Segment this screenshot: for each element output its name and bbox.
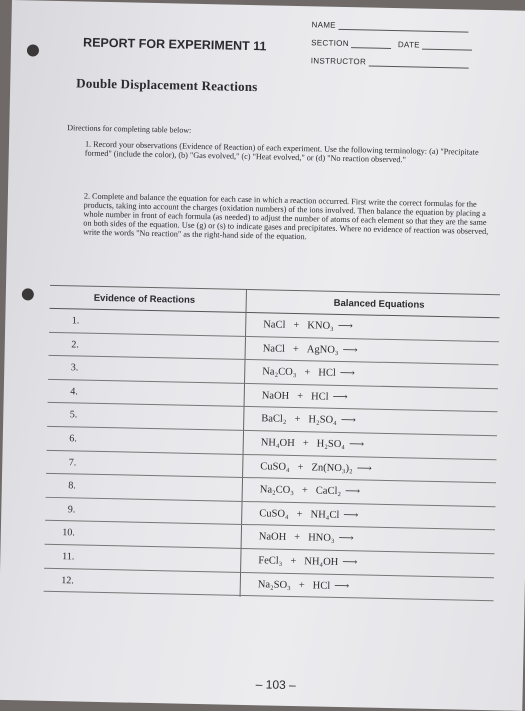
instructor-label: INSTRUCTOR (310, 56, 367, 67)
reaction-arrow: ⟶ (338, 533, 354, 545)
reactant-1: CuSO₄ (259, 508, 289, 520)
plus-sign: + (294, 414, 301, 426)
equation (258, 554, 357, 568)
reaction-arrow: ⟶ (339, 368, 356, 380)
reactant-1: CuSO₄ (260, 460, 290, 473)
name-field (311, 20, 468, 32)
plus-sign: + (296, 508, 303, 520)
reactant-1: Na₂SO₃ (257, 578, 291, 591)
plus-sign: + (292, 343, 299, 355)
equation (263, 342, 358, 356)
equation (262, 389, 348, 403)
plus-sign: + (297, 461, 304, 473)
date-line (422, 49, 472, 51)
reaction-arrow: ⟶ (342, 556, 358, 569)
reaction-arrow: ⟶ (340, 415, 356, 427)
reactant-2: HCl (318, 367, 336, 380)
reaction-arrow: ⟶ (343, 509, 359, 522)
row-number: 9. (67, 504, 76, 516)
evidence-column-header: Evidence of Reactions (93, 292, 196, 306)
reactant-2: H₂SO₄ (316, 438, 346, 451)
direction-item-2: 2. Complete and balance the equation for each case in which a reaction occurred. First write the correct formulas for the products, taking into account the charges (oxidation numbers) of the ions involved. Then balance the equation by placing a whole number in front of each formula (as needed) to adjust the number of atoms of each element so that they are the same on both sides of the equation. Use (g) or (s) to indicate gases and precipitates. Where no evidence of reaction was observed, write the words "No reaction" as the right-hand side of the equation. (83, 191, 489, 242)
instructor-line (369, 65, 469, 68)
row-number: 11. (62, 551, 75, 563)
table-body (44, 309, 500, 601)
plus-sign: + (298, 579, 305, 591)
row-number: 3. (70, 362, 79, 374)
plus-sign: + (304, 367, 311, 379)
equation (258, 578, 350, 592)
row-number: 8. (68, 480, 76, 492)
reaction-arrow: ⟶ (334, 580, 350, 592)
equation (259, 531, 354, 545)
report-title: REPORT FOR EXPERIMENT 11 (82, 35, 267, 54)
reaction-arrow: ⟶ (344, 486, 361, 498)
row-number: 1. (71, 315, 80, 327)
reactant-1: Na₂CO₃ (259, 484, 295, 497)
reaction-arrow: ⟶ (337, 320, 353, 333)
equations-column-header: Balanced Equations (333, 297, 425, 311)
equation (262, 366, 355, 380)
section-label: SECTION (311, 38, 349, 49)
reactant-2: HCl (312, 579, 331, 592)
plus-sign: + (294, 532, 301, 544)
row-number: 6. (69, 433, 77, 445)
section-field (311, 38, 472, 50)
reactant-1: NaOH (258, 531, 287, 544)
reactant-2: Zn(NO₃)₂ (311, 461, 353, 474)
plus-sign: + (293, 319, 300, 332)
page-number: – 103 – (255, 677, 296, 693)
plus-sign: + (297, 390, 304, 402)
name-label: NAME (311, 20, 336, 30)
row-number: 10. (62, 527, 75, 539)
plus-sign: + (290, 555, 297, 568)
plus-sign: + (302, 438, 309, 450)
reactant-1: NaCl (262, 342, 286, 355)
reaction-arrow: ⟶ (342, 344, 358, 356)
reactant-1: BaCl₂ (261, 413, 287, 426)
binder-hole (27, 44, 39, 56)
reactant-2: AgNO₃ (306, 343, 339, 356)
row-number: 7. (68, 456, 77, 469)
equation (260, 483, 361, 497)
row-number: 2. (71, 338, 79, 351)
reactant-2: KNO₃ (307, 320, 334, 332)
equation (263, 318, 353, 332)
equation (260, 460, 372, 474)
reaction-arrow: ⟶ (356, 462, 372, 475)
date-label: DATE (397, 40, 420, 50)
equation (259, 507, 358, 521)
reactant-2: NH₄Cl (310, 509, 340, 521)
row-number: 4. (70, 386, 78, 398)
row-number: 5. (69, 409, 78, 421)
page-subtitle: Double Displacement Reactions (76, 75, 258, 95)
reactant-1: Na₂CO₃ (262, 366, 297, 379)
reaction-arrow: ⟶ (332, 391, 348, 403)
direction-item-1: 1. Record your observations (Evidence of Reaction) of each experiment. Use the following terminology: (a) "Precipitate formed" (include the color), (b) "Gas evolved," (c) "Heat evolved," or (d) "No reaction observed." (84, 139, 479, 165)
section-line (351, 47, 391, 49)
reactant-2: H₂SO₄ (308, 414, 337, 427)
reactant-1: NH₄OH (260, 437, 295, 449)
reactant-2: NH₄OH (304, 556, 339, 568)
reactant-2: CaCl₂ (315, 485, 342, 498)
reactant-1: NaOH (261, 390, 290, 402)
binder-hole (22, 288, 34, 300)
reactant-1: FeCl₃ (258, 555, 283, 567)
equation (261, 436, 365, 450)
reactant-1: NaCl (263, 319, 286, 331)
instructor-field (311, 56, 469, 68)
name-line (338, 29, 468, 33)
reactant-2: HNO₃ (308, 532, 335, 545)
reactions-table (44, 285, 500, 601)
plus-sign: + (301, 485, 308, 497)
equation (261, 413, 356, 427)
reactant-2: HCl (310, 391, 329, 403)
reaction-arrow: ⟶ (348, 439, 365, 451)
directions-heading: Directions for completing table below: (67, 123, 192, 135)
row-number: 12. (61, 574, 74, 586)
